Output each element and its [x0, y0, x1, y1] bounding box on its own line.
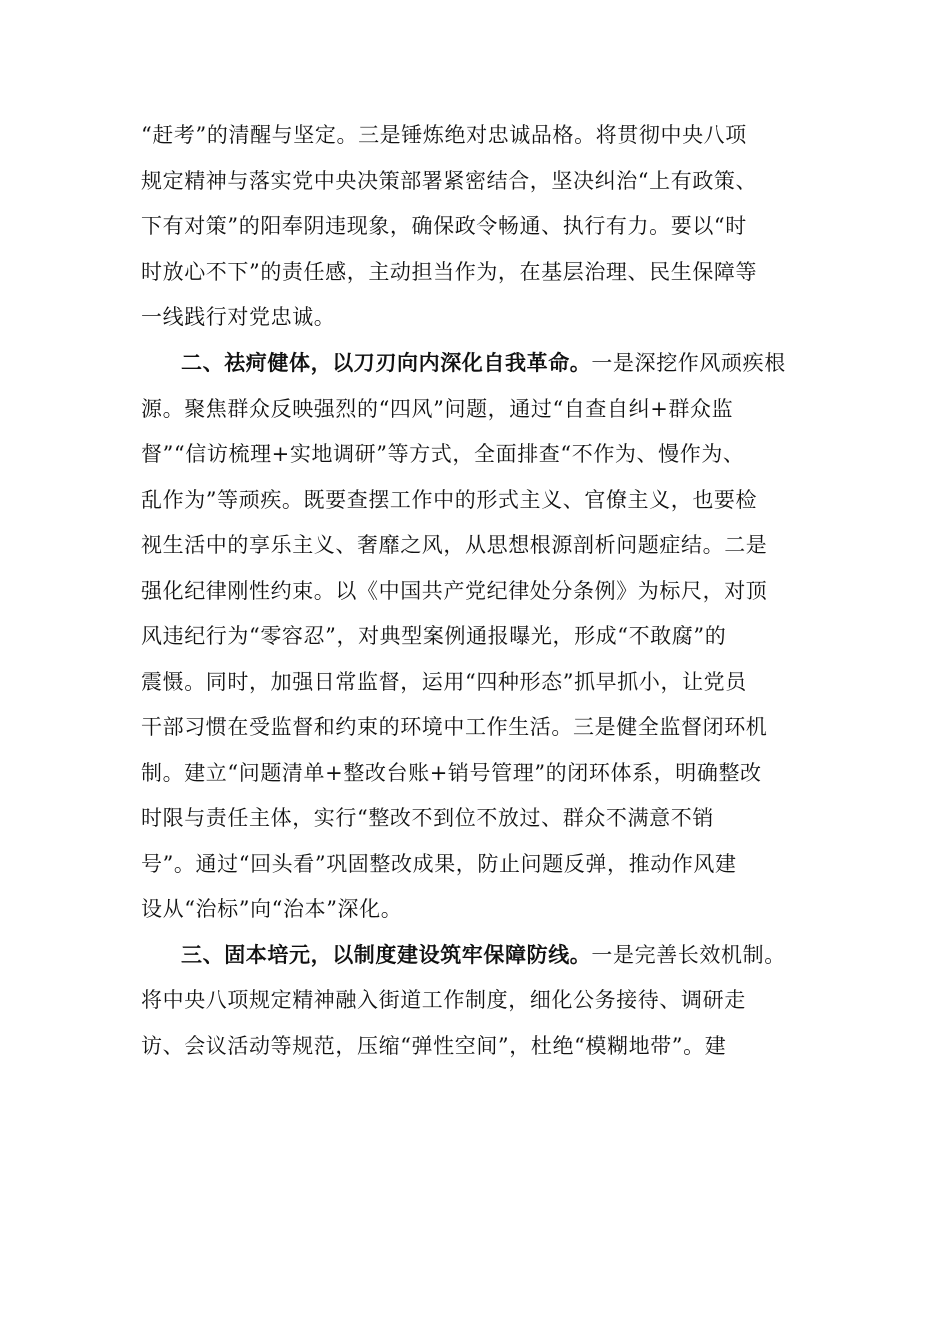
body-line: 制。建立“问题清单+整改台账+销号管理”的闭环体系，明确整改	[141, 761, 762, 785]
body-line: 下有对策”的阳奉阴违现象，确保政令畅通、执行有力。要以“时	[141, 214, 747, 238]
body-line: 视生活中的享乐主义、奢靡之风，从思想根源剖析问题症结。二是	[141, 533, 768, 557]
body-line: 干部习惯在受监督和约束的环境中工作生活。三是健全监督闭环机	[141, 715, 768, 739]
section-heading: 三、固本培元，以制度建设筑牢保障防线。	[181, 943, 592, 967]
body-line: 风违纪行为“零容忍”，对典型案例通报曝光，形成“不敢腐”的	[141, 624, 727, 648]
body-text: 一是完善长效机制。	[591, 943, 786, 967]
body-line: 时放心不下”的责任感，主动担当作为，在基层治理、民生保障等	[141, 260, 758, 284]
section-heading: 二、祛疴健体，以刀刃向内深化自我革命。	[181, 351, 592, 375]
body-line: 强化纪律刚性约束。以《中国共产党纪律处分条例》为标尺，对顶	[141, 579, 768, 603]
body-line: 源。聚焦群众反映强烈的“四风”问题，通过“自查自纠+群众监	[141, 397, 734, 421]
body-line: 访、会议活动等规范，压缩“弹性空间”，杜绝“模糊地带”。建	[141, 1034, 727, 1058]
body-text: 一是深挖作风顽疾根	[591, 351, 786, 375]
body-line: 设从“治标”向“治本”深化。	[141, 897, 403, 921]
body-line: 号”。通过“回头看”巩固整改成果，防止问题反弹，推动作风建	[141, 852, 737, 876]
body-line: 震慑。同时，加强日常监督，运用“四种形态”抓早抓小，让党员	[141, 670, 747, 694]
body-line: 一线践行对党忠诚。	[141, 305, 336, 329]
body-line: 规定精神与落实党中央决策部署紧密结合，坚决纠治“上有政策、	[141, 169, 758, 193]
section-three-first-line	[181, 942, 861, 968]
section-two-first-line	[181, 350, 861, 376]
body-line: 乱作为”等顽疾。既要查摆工作中的形式主义、官僚主义，也要检	[141, 488, 758, 512]
body-line: “赶考”的清醒与坚定。三是锤炼绝对忠诚品格。将贯彻中央八项	[141, 123, 747, 147]
body-line: 时限与责任主体，实行“整改不到位不放过、群众不满意不销	[141, 806, 714, 830]
body-line: 将中央八项规定精神融入街道工作制度，细化公务接待、调研走	[141, 988, 746, 1012]
body-line: 督”“信访梳理+实地调研”等方式，全面排查“不作为、慢作为、	[141, 442, 745, 466]
